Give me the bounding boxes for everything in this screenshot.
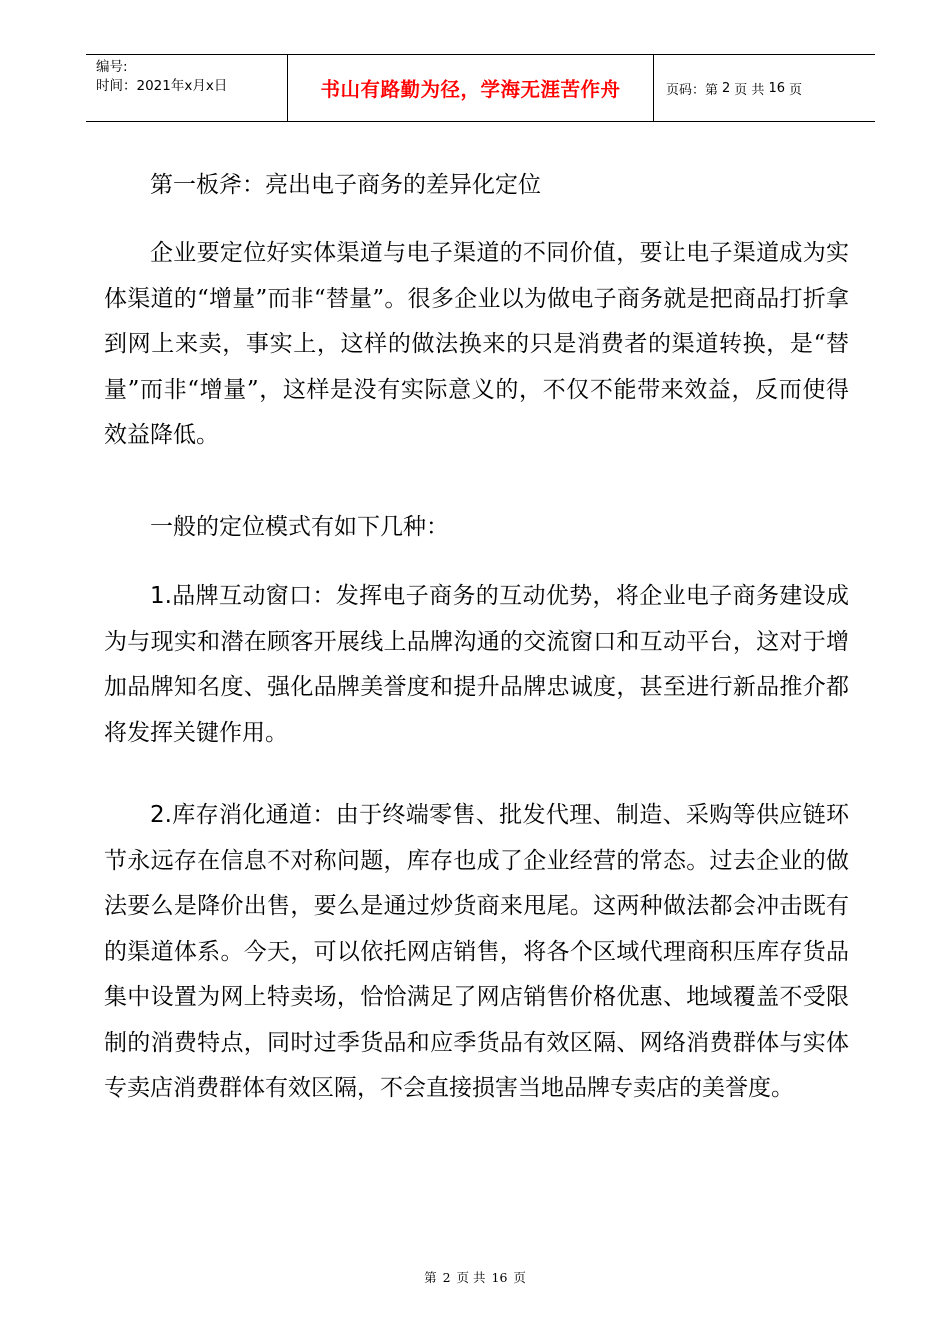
header-page-current: 2 [722,80,731,96]
header-page-indicator [654,55,875,121]
header-page-mid: 页 共 [734,82,765,98]
header-meta [86,55,287,121]
footer-page-current: 2 [442,1270,451,1285]
footer-prefix: 第 [424,1270,437,1285]
list-item-inventory-channel: 2.库存消化通道：由于终端零售、批发代理、制造、采购等供应链环节永远存在信息不对称问题，库存也成了企业经营的常态。过去企业的做法要么是降价出售，要么是通过炒货商来甩尾。这两种做法都会冲击既有的渠道体系。今天，可以依托网店销售，将各个区域代理商积压库存货品集中设置为网上特卖场，恰恰满足了网店销售价格优惠、地域覆盖不受限制的消费特点，同时过季货品和应季货品有效区隔、网络消费群体与实体专卖店消费群体有效区隔，不会直接损害当地品牌专卖店的美誉度。 [104,802,849,1101]
header-page-prefix: 页码：第 [666,82,719,98]
footer-suffix: 页 [513,1270,526,1285]
page-header [86,54,875,122]
paragraph-modes-intro: 一般的定位模式有如下几种： [150,514,449,540]
footer-mid: 页 共 [456,1270,486,1285]
header-motto: 书山有路勤为径，学海无涯苦作舟 [287,55,654,121]
serial-number-label: 编号: [96,59,128,75]
time-label: 时间：2021年x月x日 [96,78,228,94]
page-footer [0,1268,950,1286]
footer-page-total: 16 [491,1270,508,1285]
list-number: 2. [150,802,172,828]
paragraph-positioning: 企业要定位好实体渠道与电子渠道的不同价值，要让电子渠道成为实体渠道的“增量”而非“替量”。很多企业以为做电子商务就是把商品打折拿到网上来卖，事实上，这样的做法换来的只是消费者的渠道转换，是“替量”而非“增量”，这样是没有实际意义的，不仅不能带来效益，反而使得效益降低。 [104,240,849,448]
header-page-suffix: 页 [788,82,802,98]
list-number: 1. [150,583,172,609]
section-heading: 第一板斧：亮出电子商务的差异化定位 [150,172,541,198]
list-item-brand-window: 1.品牌互动窗口：发挥电子商务的互动优势，将企业电子商务建设成为与现实和潜在顾客开展线上品牌沟通的交流窗口和互动平台，这对于增加品牌知名度、强化品牌美誉度和提升品牌忠诚度，甚至进行新品推介都将发挥关键作用。 [104,583,849,746]
header-page-total: 16 [768,80,785,96]
